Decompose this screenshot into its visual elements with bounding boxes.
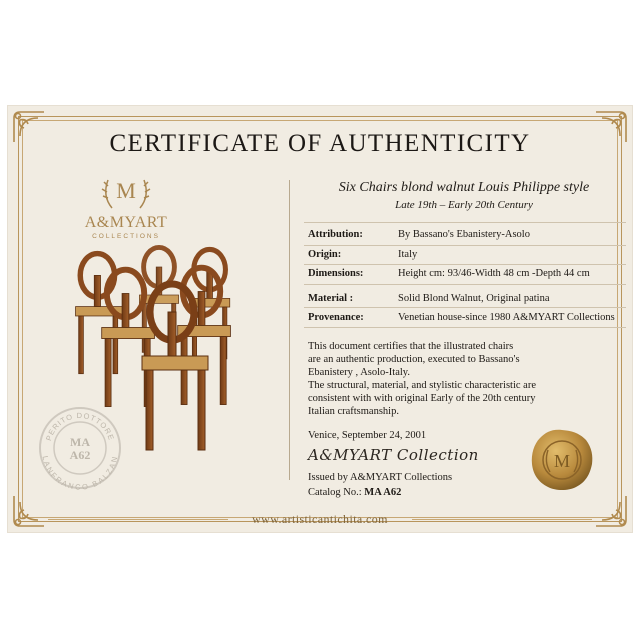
expert-stamp bbox=[38, 406, 122, 490]
row-rule bbox=[304, 284, 626, 285]
row-rule bbox=[304, 222, 626, 223]
statement-line: are an authentic production, executed to Bassano's bbox=[308, 354, 520, 365]
stamp-code-2: A62 bbox=[69, 448, 91, 462]
detail-label: Material : bbox=[308, 293, 354, 304]
row-rule bbox=[304, 245, 626, 246]
stamp-bottom-text: LANFRANCO BALZAN bbox=[40, 455, 120, 490]
stamp-code-1: MA bbox=[70, 435, 90, 449]
catalog-value: MA A62 bbox=[364, 487, 402, 498]
row-rule bbox=[304, 307, 626, 308]
item-period: Late 19th – Early 20th Century bbox=[395, 199, 533, 211]
laurel-monogram-icon bbox=[98, 168, 154, 212]
detail-label: Provenance: bbox=[308, 312, 364, 323]
detail-value: Venetian house-since 1980 A&MYART Collections bbox=[398, 312, 615, 323]
row-rule bbox=[304, 327, 626, 328]
brand-subtitle: COLLECTIONS bbox=[92, 233, 160, 240]
certificate-title: CERTIFICATE OF AUTHENTICITY bbox=[109, 130, 531, 157]
statement-line: This document certifies that the illustrated chairs bbox=[308, 341, 514, 352]
vertical-divider bbox=[289, 180, 290, 480]
website-link[interactable]: www.artisticantichita.com bbox=[252, 512, 388, 526]
logo-letter: M bbox=[116, 178, 136, 203]
issue-date: Venice, September 24, 2001 bbox=[308, 430, 427, 441]
detail-label: Origin: bbox=[308, 249, 342, 260]
detail-value: By Bassano's Ebanistery-Asolo bbox=[398, 229, 530, 240]
detail-value: Solid Blond Walnut, Original patina bbox=[398, 293, 550, 304]
catalog-number bbox=[308, 487, 401, 498]
detail-label: Attribution: bbox=[308, 229, 363, 240]
statement-line: Ebanistery , Asolo-Italy. bbox=[308, 367, 410, 378]
detail-value: Height cm: 93/46-Width 48 cm -Depth 44 cm bbox=[398, 268, 590, 279]
detail-label: Dimensions: bbox=[308, 268, 364, 279]
detail-value: Italy bbox=[398, 249, 418, 260]
item-heading: Six Chairs blond walnut Louis Philippe style bbox=[338, 180, 590, 195]
stamp-top-text: PERITO DOTTORE bbox=[43, 410, 117, 442]
statement-line: consistent with with original Early of the 20th century bbox=[308, 393, 536, 404]
brand-name: A&MYART bbox=[84, 214, 168, 231]
seal-letter: M bbox=[553, 451, 571, 471]
catalog-label: Catalog No.: bbox=[308, 487, 362, 498]
brand-logo bbox=[76, 168, 176, 240]
row-rule bbox=[304, 264, 626, 265]
issued-by: Issued by A&MYART Collections bbox=[308, 472, 453, 483]
wax-seal-icon bbox=[530, 428, 594, 492]
statement-line: Italian craftsmanship. bbox=[308, 406, 399, 417]
signature: A&MYART Collection bbox=[308, 446, 479, 464]
statement-line: The structural, material, and stylistic characteristic are bbox=[308, 380, 536, 391]
certificate bbox=[8, 106, 632, 532]
certification-statement bbox=[308, 340, 568, 418]
